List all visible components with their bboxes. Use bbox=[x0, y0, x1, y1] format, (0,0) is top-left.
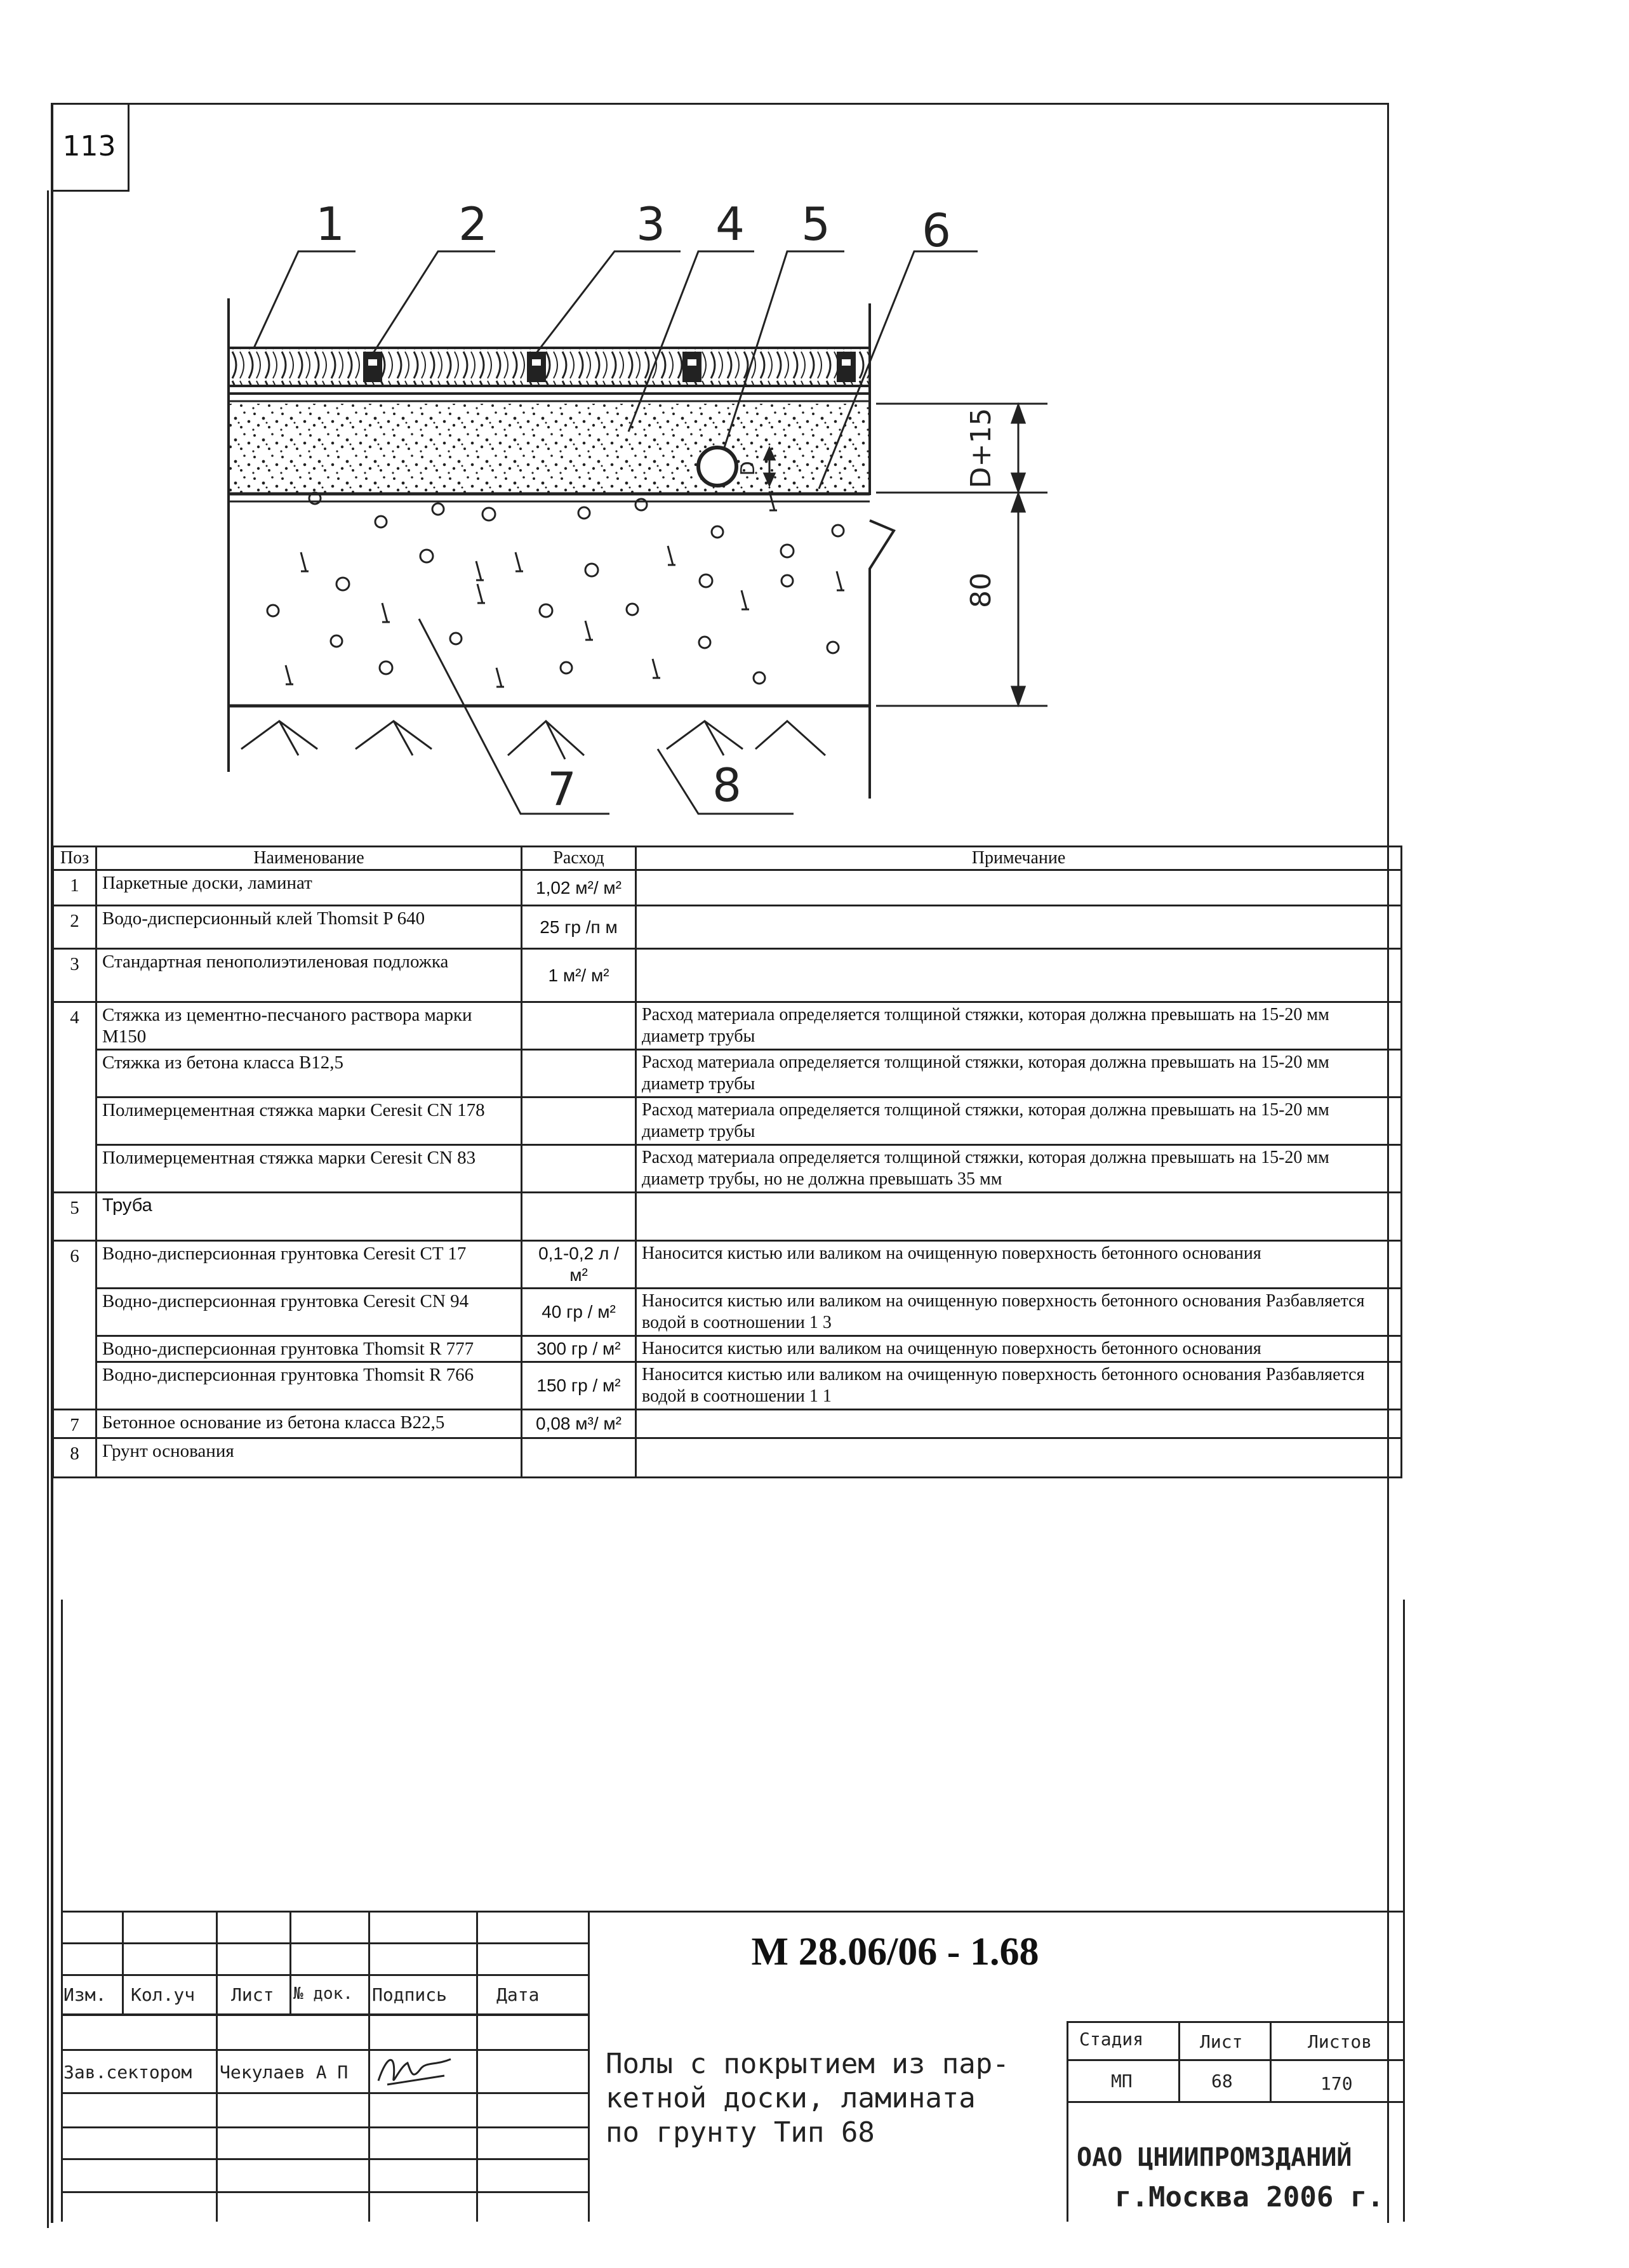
row-pos: 3 bbox=[53, 949, 96, 1002]
table-row bbox=[53, 1002, 1402, 1050]
role-label: Зав.сектором bbox=[63, 2062, 192, 2083]
row-pos bbox=[53, 1145, 96, 1193]
row-note: Наносится кистью или валиком на очищенную поверхность бетонного основания bbox=[636, 1336, 1402, 1362]
row-pos: 4 bbox=[53, 1002, 96, 1050]
signature bbox=[375, 2048, 457, 2092]
row-rate bbox=[522, 1145, 636, 1193]
row-rate bbox=[522, 1193, 636, 1241]
row-pos: 5 bbox=[53, 1193, 96, 1241]
row-rate: 25 гр /п м bbox=[522, 906, 636, 949]
row-note bbox=[636, 1438, 1402, 1478]
row-note: Расход материала определяется толщиной стяжки, которая должна превышать на 15-20 мм диаметр трубы bbox=[636, 1002, 1402, 1050]
table-row bbox=[53, 1050, 1402, 1098]
table-row bbox=[53, 870, 1402, 906]
row-rate: 1 м²/ м² bbox=[522, 949, 636, 1002]
document-code: М 28.06/06 - 1.68 bbox=[751, 1930, 1039, 1973]
dim-pipe-label: D bbox=[737, 461, 759, 476]
table-row bbox=[53, 1145, 1402, 1193]
row-pos bbox=[53, 1362, 96, 1410]
row-rate bbox=[522, 1098, 636, 1145]
row-pos bbox=[53, 1336, 96, 1362]
row-rate: 0,1-0,2 л / м² bbox=[522, 1241, 636, 1289]
sheet-label: Лист bbox=[1200, 2031, 1243, 2052]
table-row bbox=[53, 1289, 1402, 1336]
row-rate bbox=[522, 1002, 636, 1050]
row-pos: 6 bbox=[53, 1241, 96, 1289]
row-pos: 8 bbox=[53, 1438, 96, 1478]
table-row bbox=[53, 1410, 1402, 1438]
row-rate: 40 гр / м² bbox=[522, 1289, 636, 1336]
header-note: Примечание bbox=[636, 847, 1402, 870]
title-line-1: Полы с покрытием из пар- bbox=[606, 2048, 1009, 2080]
table-row bbox=[53, 1098, 1402, 1145]
row-name: Стяжка из цементно-песчаного раствора марки М150 bbox=[96, 1002, 522, 1050]
row-pos: 7 bbox=[53, 1410, 96, 1438]
callout-7: 7 bbox=[547, 762, 576, 816]
callout-5: 5 bbox=[801, 197, 830, 251]
callout-2: 2 bbox=[458, 197, 488, 251]
table-row bbox=[53, 1438, 1402, 1478]
floor-section-drawing bbox=[0, 0, 1629, 851]
row-rate bbox=[522, 1050, 636, 1098]
title-line-3: по грунту Тип 68 bbox=[606, 2116, 875, 2149]
row-note: Расход материала определяется толщиной стяжки, которая должна превышать на 15-20 мм диаметр трубы bbox=[636, 1050, 1402, 1098]
sheet-value: 68 bbox=[1211, 2071, 1233, 2092]
row-rate: 0,08 м³/ м² bbox=[522, 1410, 636, 1438]
table-row bbox=[53, 1362, 1402, 1410]
row-pos bbox=[53, 1098, 96, 1145]
row-name: Водо-дисперсионный клей Thomsit P 640 bbox=[96, 906, 522, 949]
row-name: Паркетные доски, ламинат bbox=[96, 870, 522, 906]
table-row bbox=[53, 1193, 1402, 1241]
organization: ОАО ЦНИИПРОМЗДАНИЙ bbox=[1077, 2143, 1352, 2172]
row-rate: 300 гр / м² bbox=[522, 1336, 636, 1362]
header-pos: Поз bbox=[53, 847, 96, 870]
row-name: Стандартная пенополиэтиленовая подложка bbox=[96, 949, 522, 1002]
stage-label: Стадия bbox=[1079, 2029, 1144, 2050]
stage-value: МП bbox=[1111, 2071, 1133, 2092]
row-note: Наносится кистью или валиком на очищенную поверхность бетонного основания Разбавляется водой в соотношении 1 3 bbox=[636, 1289, 1402, 1336]
sheets-label: Листов bbox=[1308, 2031, 1373, 2052]
row-note bbox=[636, 1410, 1402, 1438]
table-row bbox=[53, 1241, 1402, 1289]
title-line-2: кетной доски, ламината bbox=[606, 2082, 976, 2114]
dim-screed-label: D+15 bbox=[965, 408, 997, 489]
col-kol: Кол.уч bbox=[131, 1984, 196, 2005]
row-name: Водно-дисперсионная грунтовка Ceresit CN 94 bbox=[96, 1289, 522, 1336]
row-name: Полимерцементная стяжка марки Ceresit CN 83 bbox=[96, 1145, 522, 1193]
row-name: Водно-дисперсионная грунтовка Ceresit CT 17 bbox=[96, 1241, 522, 1289]
col-list: Лист bbox=[231, 1984, 274, 2005]
row-rate bbox=[522, 1438, 636, 1478]
row-rate: 150 гр / м² bbox=[522, 1362, 636, 1410]
row-note bbox=[636, 906, 1402, 949]
page-number: 113 bbox=[51, 103, 130, 192]
row-note bbox=[636, 949, 1402, 1002]
row-note: Расход материала определяется толщиной стяжки, которая должна превышать на 15-20 мм диаметр трубы, но не должна превышать 35 мм bbox=[636, 1145, 1402, 1193]
row-pos: 2 bbox=[53, 906, 96, 949]
callout-6: 6 bbox=[922, 204, 951, 257]
row-note: Наносится кистью или валиком на очищенную поверхность бетонного основания bbox=[636, 1241, 1402, 1289]
col-sign: Подпись bbox=[372, 1984, 448, 2005]
row-name: Водно-дисперсионная грунтовка Thomsit R 777 bbox=[96, 1336, 522, 1362]
specification-table bbox=[52, 846, 1402, 1478]
row-name: Бетонное основание из бетона класса В22,5 bbox=[96, 1410, 522, 1438]
row-name: Грунт основания bbox=[96, 1438, 522, 1478]
city-year: г.Москва 2006 г. bbox=[1115, 2181, 1384, 2213]
dim-base-label: 80 bbox=[965, 573, 997, 608]
col-doc: № док. bbox=[293, 1984, 353, 2003]
table-row bbox=[53, 1336, 1402, 1362]
table-row bbox=[53, 906, 1402, 949]
header-name: Наименование bbox=[96, 847, 522, 870]
header-rate: Расход bbox=[522, 847, 636, 870]
row-rate: 1,02 м²/ м² bbox=[522, 870, 636, 906]
col-date: Дата bbox=[496, 1984, 540, 2005]
callout-4: 4 bbox=[715, 197, 745, 251]
row-name: Стяжка из бетона класса В12,5 bbox=[96, 1050, 522, 1098]
table-row bbox=[53, 949, 1402, 1002]
row-pos bbox=[53, 1289, 96, 1336]
row-name: Водно-дисперсионная грунтовка Thomsit R 766 bbox=[96, 1362, 522, 1410]
callout-3: 3 bbox=[636, 197, 665, 251]
row-name: Труба bbox=[96, 1193, 522, 1241]
row-note bbox=[636, 870, 1402, 906]
col-izm: Изм. bbox=[63, 1984, 107, 2005]
row-name: Полимерцементная стяжка марки Ceresit CN 178 bbox=[96, 1098, 522, 1145]
row-pos bbox=[53, 1050, 96, 1098]
callout-8: 8 bbox=[712, 759, 741, 812]
row-pos: 1 bbox=[53, 870, 96, 906]
row-note: Расход материала определяется толщиной стяжки, которая должна превышать на 15-20 мм диаметр трубы bbox=[636, 1098, 1402, 1145]
callout-1: 1 bbox=[316, 197, 345, 251]
row-note bbox=[636, 1193, 1402, 1241]
person-name: Чекулаев А П bbox=[220, 2062, 349, 2083]
row-note: Наносится кистью или валиком на очищенную поверхность бетонного основания Разбавляется водой в соотношении 1 1 bbox=[636, 1362, 1402, 1410]
sheets-value: 170 bbox=[1320, 2073, 1353, 2094]
